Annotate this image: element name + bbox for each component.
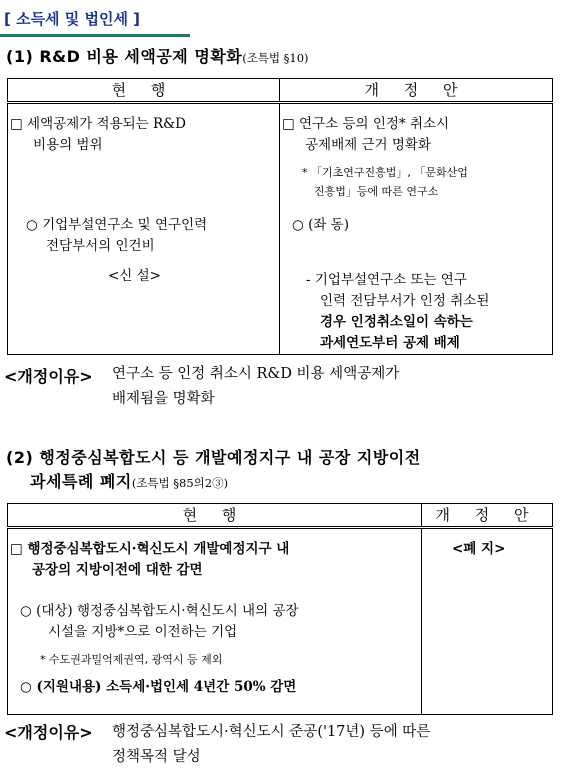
item1-reason-label: <개정이유>: [4, 367, 93, 386]
item1-reason-line2: 배제됨을 명확화: [112, 391, 215, 407]
item2-reason-line1: 행정중심복합도시·혁신도시 준공('17년) 등에 따른: [112, 724, 431, 740]
item2-current-note1: * 수도권과밀억제권역, 광역시 등 제외: [40, 653, 223, 666]
item2-heading-main: 과세특례 폐지: [30, 472, 132, 491]
item2-reason-line2: 정책목적 달성: [112, 749, 201, 765]
item1-heading-ref: (조특법 §10): [242, 51, 309, 65]
item1-current-line4: 전담부서의 인건비: [46, 238, 155, 254]
item2-col-current: 현 행: [8, 504, 422, 528]
item1-current-line3: ○ 기업부설연구소 및 연구인력: [26, 217, 208, 233]
item1-proposed-line4: - 기업부설연구소 또는 연구: [306, 272, 467, 288]
item2-current-line4: 시설을 지방*으로 이전하는 기업: [48, 624, 238, 640]
item2-current-line3: ○ (대상) 행정중심복합도시·혁신도시 내의 공장: [20, 603, 299, 619]
item1-proposed-line2: 공제배제 근거 명확화: [305, 137, 431, 153]
section-title: [ 소득세 및 법인세 ]: [4, 10, 141, 28]
item1-proposed-note2: 진흥법」등에 따른 연구소: [314, 185, 439, 198]
item2-heading-line1: (2) 행정중심복합도시 등 개발예정지구 내 공장 지방이전: [6, 448, 421, 467]
item1-proposed-line1: □ 연구소 등의 인정* 취소시: [282, 116, 450, 132]
item1-proposed-line7: 과세연도부터 공제 배제: [320, 335, 460, 351]
item1-proposed-line5: 인력 전담부서가 인정 취소된: [320, 293, 490, 309]
item1-heading: [6, 44, 309, 67]
item2-heading-line2: [30, 469, 228, 492]
item1-col-current: 현 행: [8, 79, 280, 103]
item1-heading-main: (1) R&D 비용 세액공제 명확화: [6, 47, 243, 66]
item2-heading-ref: (조특법 §85의2③): [131, 476, 229, 490]
item1-proposed-line3: ○ (좌 동): [292, 217, 349, 233]
item1-current-line1: □ 세액공제가 적용되는 R&D: [10, 116, 187, 132]
item2-proposed-line1: <폐 지>: [452, 541, 506, 557]
item1-proposed-line6: 경우 인정취소일이 속하는: [320, 314, 473, 330]
item1-reason-line1: 연구소 등 인정 취소시 R&D 비용 세액공제가: [112, 366, 400, 382]
item1-comparison-table: [7, 78, 553, 355]
item1-current-line2: 비용의 범위: [33, 137, 103, 153]
item1-col-proposed: 개 정 안: [280, 79, 553, 103]
item2-current-line1: □ 행정중심복합도시·혁신도시 개발예정지구 내: [10, 541, 290, 557]
item1-proposed-note1: * 「기초연구진흥법」, 「문화산업: [302, 166, 468, 179]
item1-current-line5: <신 설>: [108, 268, 161, 284]
item2-current-line2: 공장의 지방이전에 대한 감면: [32, 562, 203, 578]
section-title-underline: [0, 34, 190, 37]
item2-current-line5: ○ (지원내용) 소득세·법인세 4년간 50% 감면: [20, 679, 297, 695]
item2-col-proposed: 개 정 안: [422, 504, 553, 528]
item2-reason-label: <개정이유>: [4, 723, 93, 742]
item2-comparison-table: [7, 503, 553, 715]
